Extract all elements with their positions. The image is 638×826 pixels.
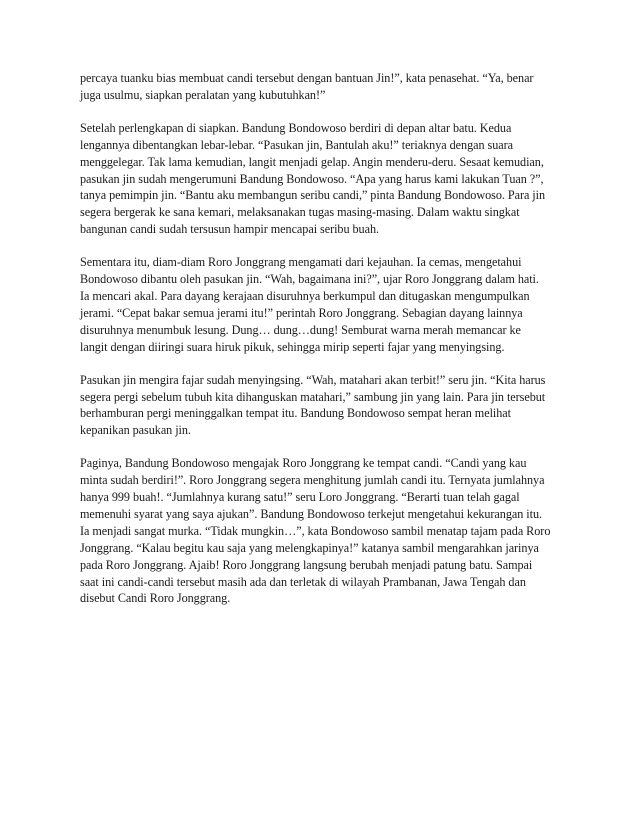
text-line: minta sudah berdiri!”. Roro Jonggrang segera menghitung jumlah candi itu. Ternyata jumlahnya bbox=[80, 473, 545, 488]
text-line: percaya tuanku bias membuat candi tersebut dengan bantuan Jin!”, kata penasehat. “Ya, benar bbox=[80, 71, 534, 85]
text-line: saat ini candi-candi tersebut masih ada dan terletak di wilayah Prambanan, Jawa Tengah dan bbox=[80, 574, 526, 589]
text-line: juga usulmu, siapkan peralatan yang kubutuhkan!” bbox=[80, 87, 326, 102]
text-line: Pasukan jin mengira fajar sudah menyingsing. “Wah, matahari akan terbit!” seru jin. “Kita harus bbox=[80, 372, 546, 387]
text-line: jerami. “Cepat bakar semua jerami itu!” perintah Roro Jonggrang. Sebagian dayang lainnya bbox=[80, 305, 523, 320]
text-line: Sementara itu, diam-diam Roro Jonggrang mengamati dari kejauhan. Ia cemas, mengetahui bbox=[80, 255, 522, 270]
text-line: berhamburan pergi meninggalkan tempat itu. Bandung Bondowoso sempat heran melihat bbox=[80, 406, 511, 421]
text-line: segera bergerak ke sana kemari, melaksanakan tugas masing-masing. Dalam waktu singkat bbox=[80, 205, 520, 220]
paragraph bbox=[80, 120, 560, 238]
text-line: menggelegar. Tak lama kemudian, langit menjadi gelap. Angin menderu-deru. Sesaat kemudian, bbox=[80, 154, 544, 169]
text-line: kepanikan pasukan jin. bbox=[80, 423, 191, 438]
text-line: Ia mencari akal. Para dayang kerajaan disuruhnya berkumpul dan ditugaskan mengumpulkan bbox=[80, 288, 530, 303]
text-line: segera pergi sebelum tubuh kita dihanguskan matahari,” sambung jin yang lain. Para jin tersebut bbox=[80, 389, 546, 404]
text-line: Bondowoso dibantu oleh pasukan jin. “Wah, bagaimana ini?”, ujar Roro Jonggrang dalam hati. bbox=[80, 272, 539, 287]
text-line: pasukan jin sudah mengerumuni Bandung Bondowoso. “Apa yang harus kami lakukan Tuan ?”, bbox=[80, 171, 544, 186]
text-line: Paginya, Bandung Bondowoso mengajak Roro Jonggrang ke tempat candi. “Candi yang kau bbox=[80, 456, 527, 471]
text-line: Setelah perlengkapan di siapkan. Bandung Bondowoso berdiri di depan altar batu. Kedua bbox=[80, 120, 512, 135]
text-line: memenuhi syarat yang saya ajukan”. Bandung Bondowoso terkejut mengetahui kekurangan itu. bbox=[80, 506, 542, 521]
paragraph bbox=[80, 455, 560, 607]
text-line: langit dengan diiringi suara hiruk pikuk, sehingga mirip seperti fajar yang menyingsing. bbox=[80, 339, 505, 354]
text-line: lengannya dibentangkan lebar-lebar. “Pasukan jin, Bantulah aku!” teriaknya dengan suara bbox=[80, 137, 513, 152]
text-line: Jonggrang. “Kalau begitu kau saja yang melengkapinya!” katanya sambil mengarahkan jarinya bbox=[80, 540, 539, 555]
text-line: hanya 999 buah!. “Jumlahnya kurang satu!” seru Loro Jonggrang. “Berarti tuan telah gagal bbox=[80, 490, 520, 505]
text-line: pada Roro Jonggrang. Ajaib! Roro Jonggrang langsung berubah menjadi patung batu. Sampai bbox=[80, 557, 533, 572]
paragraph bbox=[80, 254, 560, 355]
text-line: tanya pemimpin jin. “Bantu aku membangun seribu candi,” pinta Bandung Bondowoso. Para jin bbox=[80, 188, 546, 203]
paragraph bbox=[80, 372, 560, 440]
text-line: Ia menjadi sangat murka. “Tidak mungkin…”, kata Bondowoso sambil menatap tajam pada Roro bbox=[80, 523, 551, 538]
text-line: disebut Candi Roro Jonggrang. bbox=[80, 591, 231, 606]
document-body bbox=[80, 70, 560, 623]
paragraph bbox=[80, 70, 560, 104]
text-line: bangunan candi sudah tersusun hampir mencapai seribu buah. bbox=[80, 222, 379, 237]
text-line: disuruhnya menumbuk lesung. Dung… dung…dung! Semburat warna merah memancar ke bbox=[80, 322, 521, 337]
